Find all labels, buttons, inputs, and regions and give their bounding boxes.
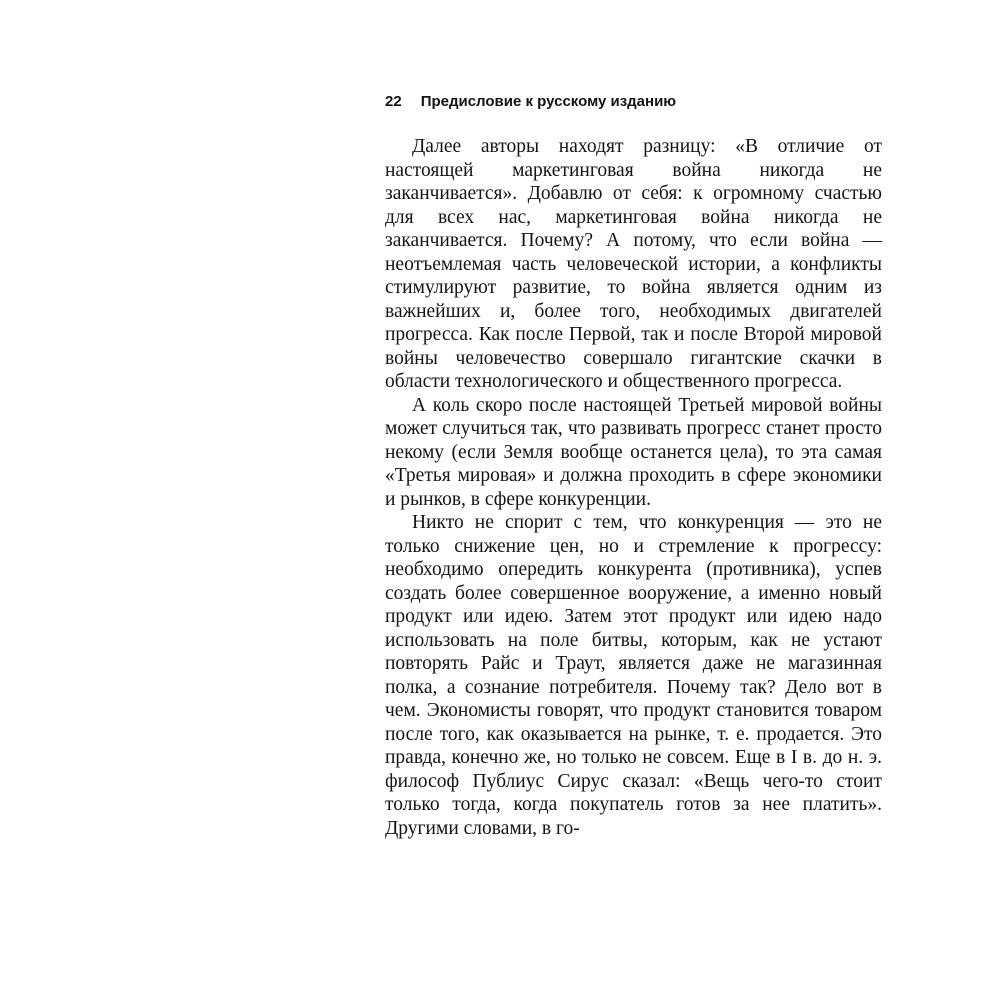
text-column bbox=[385, 93, 882, 840]
page-body bbox=[385, 135, 882, 840]
body-paragraph: А коль скоро после настоящей Третьей мировой войны может случиться так, что развивать прогресс станет просто некому (если Земля вообще останется цела), то эта самая «Третья мировая» и должна проходить в сфере экономики и рынков, в сфере конкуренции. bbox=[385, 394, 882, 510]
body-paragraph: Далее авторы находят разницу: «В отличие от настоящей маркетинговая война никогда не заканчивается». Добавлю от себя: к огромному счастью для всех нас, маркетинговая война никогда не заканчивается. Почему? А потому, что если война — неотъемлемая часть человеческой истории, а конфликты стимулируют развитие, то война является одним из важнейших и, более того, необходимых двигателей прогресса. Как после Первой, так и после Второй мировой войны человечество совершало гигантские скачки в области технологического и общественного прогресса. bbox=[385, 136, 882, 392]
page-number: 22 bbox=[385, 93, 402, 110]
body-paragraph: Никто не спорит с тем, что конкуренция — это не только снижение цен, но и стремление к прогрессу: необходимо опередить конкурента (противника), успев создать более совершенное вооружение, а именно новый продукт или идею. Затем этот продукт или идею надо использовать на поле битвы, которым, как не устают повторять Райс и Траут, является даже не магазинная полка, а сознание потребителя. Почему так? Дело вот в чем. Экономисты говорят, что продукт становится товаром после того, как оказывается на рынке, т. е. продается. Это правда, конечно же, но только не совсем. Еще в I в. до н. э. философ Публиус Сирус сказал: «Вещь чего-то стоит только тогда, когда покупатель готов за нее платить». Другими словами, в го- bbox=[385, 512, 882, 839]
running-head bbox=[385, 93, 882, 110]
running-title: Предисловие к русскому изданию bbox=[420, 93, 677, 110]
